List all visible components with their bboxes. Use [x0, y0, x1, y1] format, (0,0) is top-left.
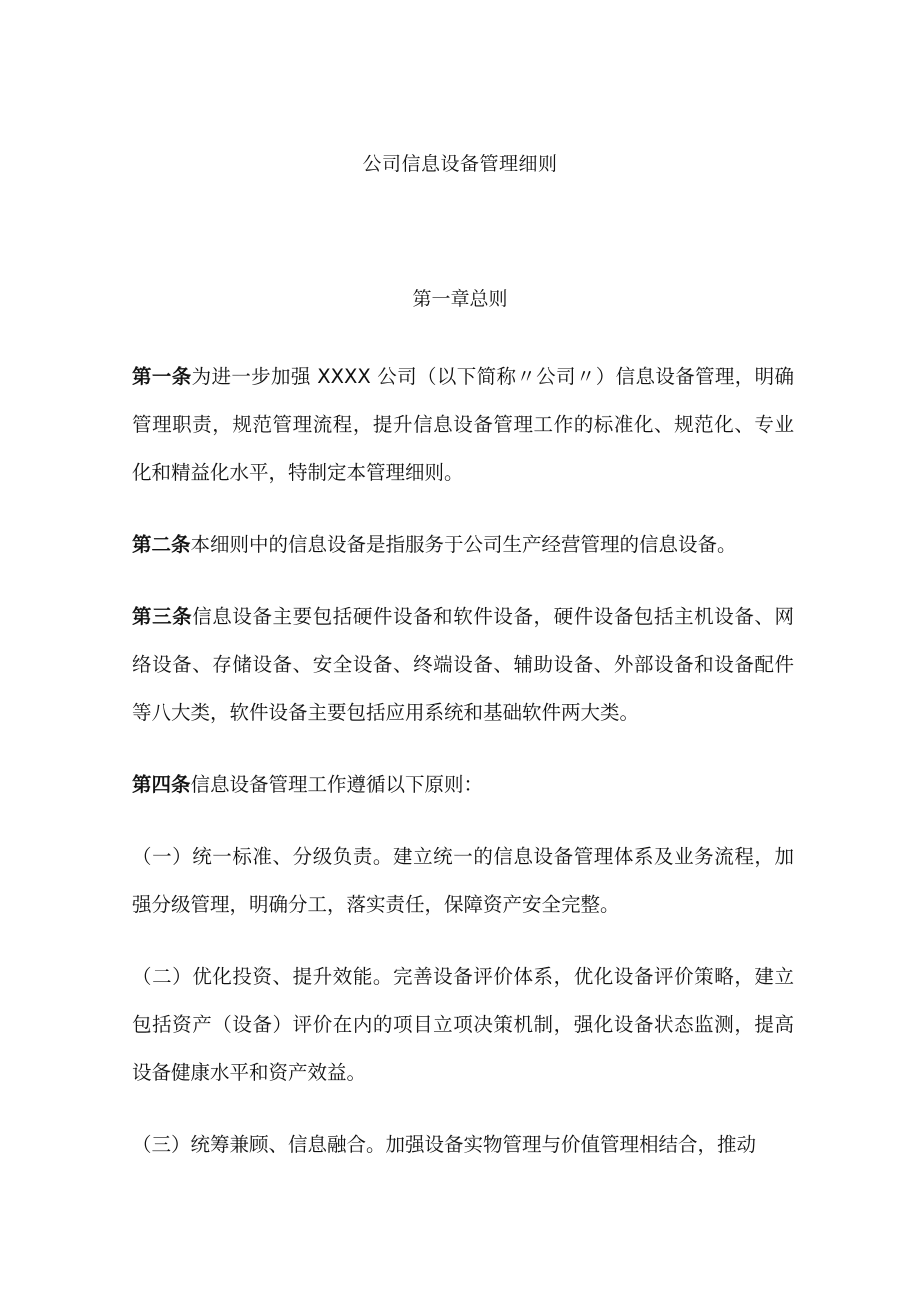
article-2 — [132, 521, 794, 569]
article-number: 第一条 — [132, 365, 192, 388]
article-1 — [132, 353, 794, 497]
principle-text: （一）统一标准、分级负责。建立统一的信息设备管理体系及业务流程，加强分级管理，明确分工，落实责任，保障资产安全完整。 — [132, 845, 794, 916]
article-text: 本细则中的信息设备是指服务于公司生产经营管理的信息设备。 — [190, 533, 737, 556]
principle-1 — [132, 833, 794, 929]
article-text: 为进一步加强 XXXX 公司（以下简称〃公司〃）信息设备管理，明确管理职责，规范管理流程，提升信息设备管理工作的标准化、规范化、专业化和精益化水平，特制定本管理细则。 — [132, 365, 794, 484]
article-number: 第四条 — [132, 773, 191, 796]
principle-3 — [132, 1121, 794, 1169]
document-body — [132, 353, 794, 1193]
article-number: 第三条 — [132, 605, 193, 628]
article-text: 信息设备管理工作遵循以下原则： — [190, 773, 484, 796]
article-3 — [132, 593, 794, 737]
principle-2 — [132, 953, 794, 1097]
principle-text: （三）统筹兼顾、信息融合。加强设备实物管理与价值管理相结合，推动 — [132, 1133, 757, 1156]
article-4 — [132, 761, 794, 809]
principle-text: （二）优化投资、提升效能。完善设备评价体系，优化设备评价策略，建立包括资产（设备）评价在内的项目立项决策机制，强化设备状态监测，提高设备健康水平和资产效益。 — [132, 965, 794, 1084]
chapter-title: 第一章总则 — [412, 288, 508, 310]
article-text: 信息设备主要包括硬件设备和软件设备，硬件设备包括主机设备、网络设备、存储设备、安全设备、终端设备、辅助设备、外部设备和设备配件等八大类，软件设备主要包括应用系统和基础软件两大类。 — [132, 605, 794, 724]
article-number: 第二条 — [132, 533, 191, 556]
document-title: 公司信息设备管理细则 — [362, 153, 558, 175]
